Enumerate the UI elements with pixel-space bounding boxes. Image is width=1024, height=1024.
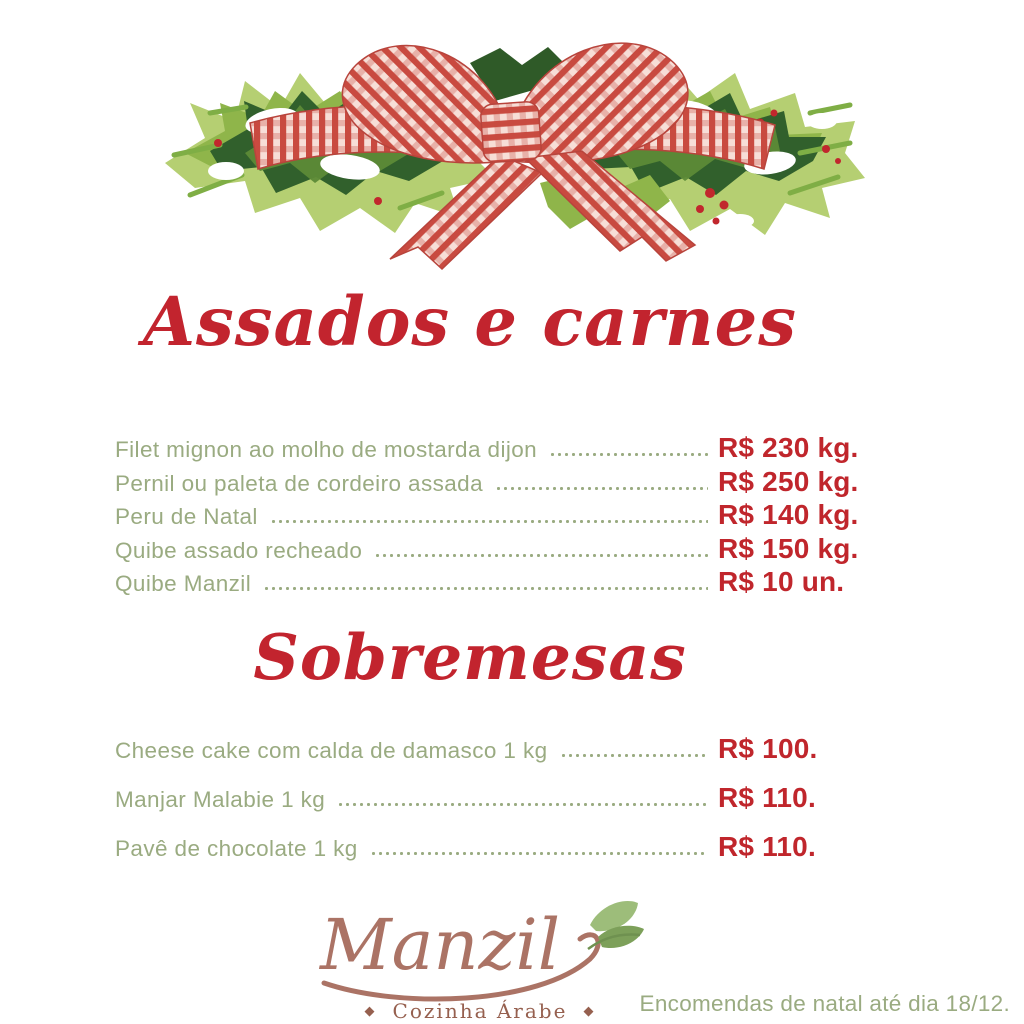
menu-item-name: Pavê de chocolate 1 kg — [115, 836, 358, 861]
menu-item-row — [115, 566, 890, 600]
menu-item-price: R$ 150 kg. — [718, 532, 859, 564]
menu-list-meats — [115, 432, 890, 600]
diamond-icon: ◆ — [583, 1003, 596, 1019]
menu-item-price: R$ 140 kg. — [718, 499, 859, 531]
dotted-leader — [270, 519, 708, 524]
menu-item-row — [115, 533, 890, 567]
menu-item-price: R$ 250 kg. — [718, 465, 859, 497]
menu-item-name: Manjar Malabie 1 kg — [115, 787, 326, 812]
menu-item-row — [115, 733, 890, 782]
menu-item-row — [115, 466, 890, 500]
menu-item-name: Pernil ou paleta de cordeiro assada — [115, 470, 483, 496]
logo-wordmark: Manzil — [320, 904, 561, 986]
menu-item-row — [115, 831, 890, 880]
menu-item-price: R$ 230 kg. — [718, 432, 859, 463]
dotted-leader — [549, 452, 708, 457]
menu-item-row — [115, 432, 890, 466]
menu-item-name: Quibe assado recheado — [115, 537, 363, 563]
dotted-leader — [370, 851, 708, 856]
menu-item-price: R$ 100. — [718, 733, 818, 764]
christmas-garland-bow-illustration — [150, 2, 870, 274]
menu-item-price: R$ 110. — [718, 831, 816, 862]
section-title-assados-e-carnes: Assados e carnes — [143, 282, 797, 361]
dotted-leader — [337, 802, 708, 807]
menu-item-name: Quibe Manzil — [115, 571, 252, 597]
menu-list-desserts — [115, 733, 890, 880]
menu-item-price: R$ 10 un. — [718, 566, 845, 598]
menu-item-name: Cheese cake com calda de damasco 1 kg — [115, 738, 548, 763]
logo-tagline — [365, 999, 596, 1023]
dotted-leader — [263, 586, 708, 591]
menu-item-name: Filet mignon ao molho de mostarda dijon — [115, 437, 538, 462]
diamond-icon: ◆ — [364, 1003, 377, 1019]
menu-item-row — [115, 499, 890, 533]
section-title-sobremesas: Sobremesas — [253, 620, 687, 694]
menu-item-name: Peru de Natal — [115, 504, 258, 530]
manzil-logo-script — [290, 893, 670, 1003]
dotted-leader — [560, 753, 708, 758]
menu-item-row — [115, 782, 890, 831]
dotted-leader — [495, 486, 708, 491]
menu-item-price: R$ 110. — [718, 782, 816, 813]
dotted-leader — [374, 553, 708, 558]
orders-deadline-note: Encomendas de natal até dia 18/12. — [639, 991, 1010, 1016]
logo-tagline-text: Cozinha Árabe — [392, 999, 568, 1023]
